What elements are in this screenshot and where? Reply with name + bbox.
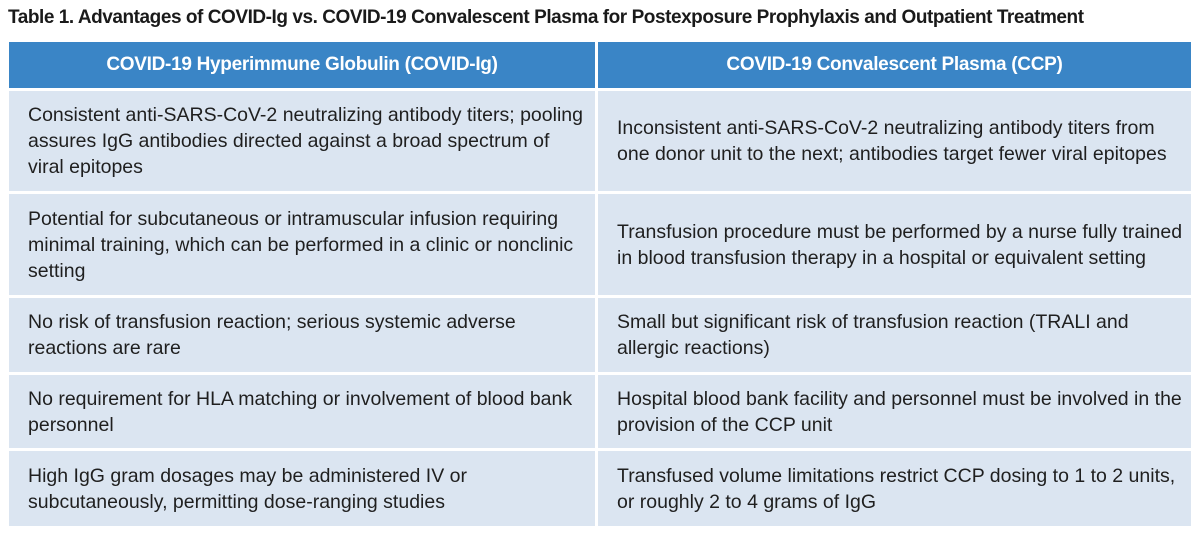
ccp-cell: Hospital blood bank facility and personnel must be involved in the provision of the CCP unit: [598, 375, 1191, 451]
ccp-cell: Transfused volume limitations restrict CCP dosing to 1 to 2 units, or roughly 2 to 4 grams of IgG: [598, 451, 1191, 526]
ccp-cell: Inconsistent anti-SARS-CoV-2 neutralizing antibody titers from one donor unit to the next; antibodies target fewer viral epitopes: [598, 91, 1191, 194]
table-body: [9, 91, 1191, 526]
table-row: [9, 451, 1191, 526]
ccp-cell: Small but significant risk of transfusion reaction (TRALI and allergic reactions): [598, 298, 1191, 375]
table-row: [9, 298, 1191, 375]
covid-ig-cell: Potential for subcutaneous or intramuscular infusion requiring minimal training, which can be performed in a clinic or nonclinic setting: [9, 194, 598, 298]
covid-ig-cell: Consistent anti-SARS-CoV-2 neutralizing antibody titers; pooling assures IgG antibodies directed against a broad spectrum of viral epitopes: [9, 91, 598, 194]
header-row: [9, 42, 1191, 91]
header-ccp: COVID-19 Convalescent Plasma (CCP): [598, 42, 1191, 91]
table-caption: Table 1. Advantages of COVID-Ig vs. COVID-19 Convalescent Plasma for Postexposure Prophylaxis and Outpatient Treatment: [8, 7, 1084, 28]
table-row: [9, 194, 1191, 298]
header-covid-ig: COVID-19 Hyperimmune Globulin (COVID-Ig): [9, 42, 598, 91]
ccp-cell: Transfusion procedure must be performed by a nurse fully trained in blood transfusion therapy in a hospital or equivalent setting: [598, 194, 1191, 298]
table-row: [9, 91, 1191, 194]
table-header: [9, 42, 1191, 91]
table-row: [9, 375, 1191, 451]
covid-ig-cell: No risk of transfusion reaction; serious systemic adverse reactions are rare: [9, 298, 598, 375]
comparison-table: [9, 42, 1191, 526]
covid-ig-cell: No requirement for HLA matching or involvement of blood bank personnel: [9, 375, 598, 451]
covid-ig-cell: High IgG gram dosages may be administered IV or subcutaneously, permitting dose-ranging studies: [9, 451, 598, 526]
